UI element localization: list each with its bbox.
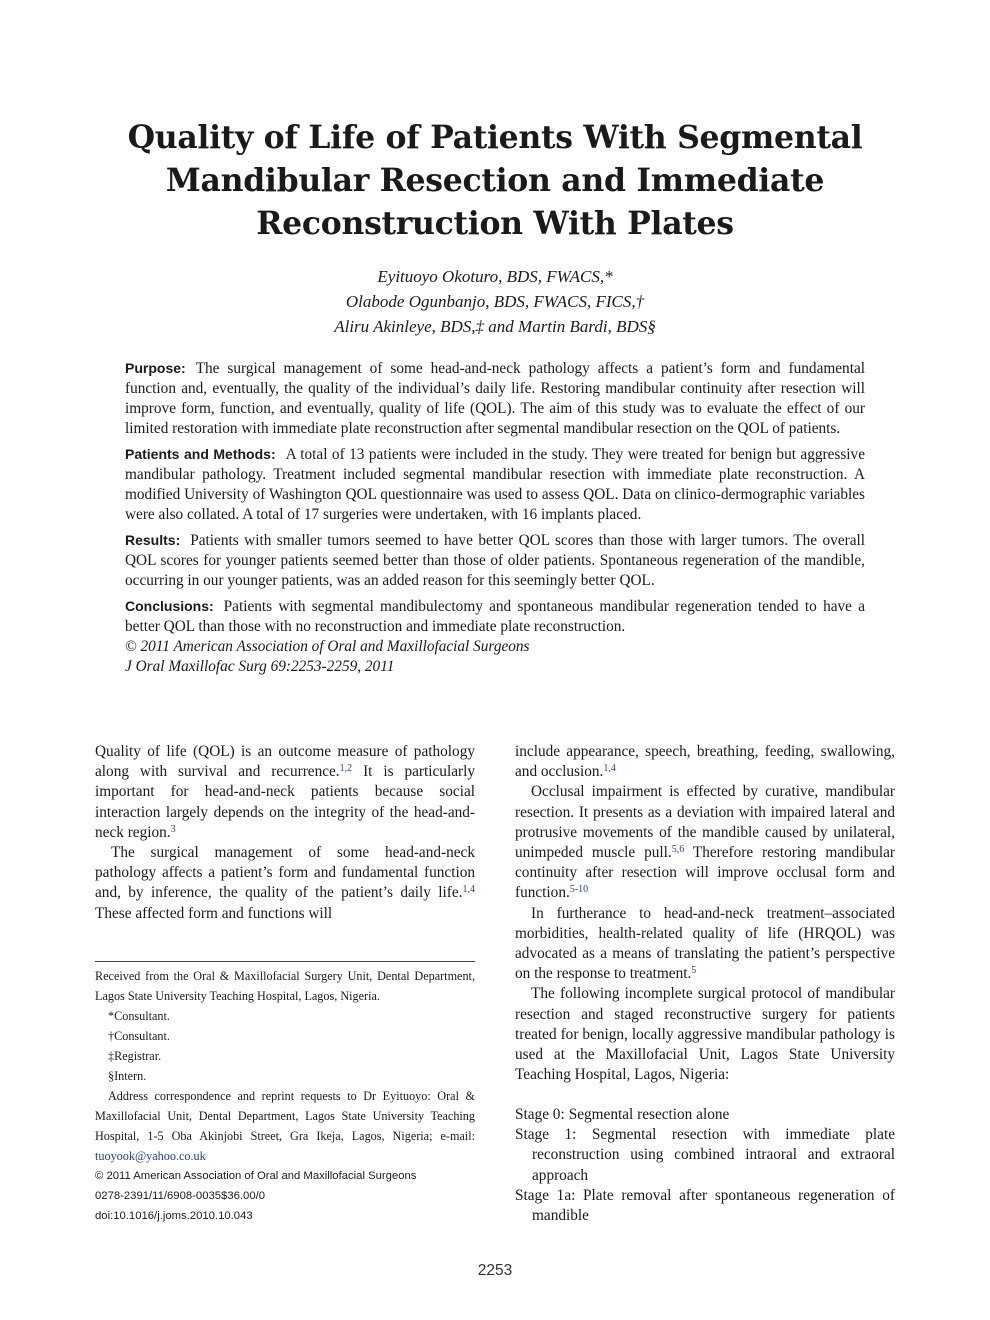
- body-paragraph: [515, 904, 895, 985]
- abstract-text: The surgical management of some head-and-neck pathology affects a patient’s form and fundamental function and, eventually, the quality of the individual’s daily life. Restoring mandibular continuity after resection will improve form, function, and eventually, quality of life (QOL). The aim of this study was to evaluate the effect of our limited restoration with immediate plate reconstruction after segmental mandibular resection on the QOL of patients.: [125, 360, 865, 437]
- title-line: Quality of Life of Patients With Segmental: [127, 119, 863, 156]
- footnote-affiliation: §Intern.: [108, 1069, 147, 1083]
- stage-label: Stage 1:: [515, 1126, 577, 1144]
- reference-link[interactable]: 3: [170, 823, 176, 835]
- body-text: Occlusal impairment is effected by curative, mandibular resection. It presents as a deviation with impaired lateral and protrusive movements of the mandible caused by unilateral, unimpeded muscle pull.: [515, 783, 895, 862]
- page-number: 2253: [477, 1262, 513, 1279]
- reference-link[interactable]: 5: [691, 965, 697, 977]
- stage-label: Stage 1a:: [515, 1186, 576, 1204]
- stage-item: [515, 1105, 895, 1125]
- stage-item: [515, 1186, 895, 1226]
- abstract-results: [125, 530, 865, 591]
- author-list: [95, 264, 895, 339]
- reference-link[interactable]: 5-10: [569, 884, 589, 896]
- abstract-heading: Results:: [125, 532, 181, 548]
- abstract-heading: Purpose:: [125, 360, 186, 376]
- body-text: It is particularly important for head-and-neck patients because social interaction largely depends on the integrity of the head-and-neck region.: [95, 763, 475, 841]
- body-paragraph: [515, 782, 895, 903]
- abstract-text: A total of 13 patients were included in the study. They were treated for benign but aggressive mandibular pathology. Treatment included segmental mandibular resection with immediate plate reconstruction. A modified University of Washington QOL questionnaire was used to assess QOL. Data on clinico-dermographic variables were also collated. A total of 17 surgeries were undertaken, with 16 implants placed.: [125, 446, 865, 523]
- body-text: Therefore restoring mandibular continuity after resection will improve occlusal form and function.: [515, 844, 895, 902]
- footnotes: [95, 966, 475, 1226]
- footnote-affiliation: *Consultant.: [108, 1009, 170, 1023]
- footnote-received: Received from the Oral & Maxillofacial Surgery Unit, Dental Department, Lagos State University Teaching Hospital, Lagos, Nigeria.: [95, 969, 475, 1003]
- stage-text: Segmental resection with immediate plate reconstruction using combined intraoral and extraoral approach: [532, 1126, 895, 1184]
- body-text: Quality of life (QOL) is an outcome measure of pathology along with survival and recurrence.: [95, 743, 475, 781]
- abstract: [125, 358, 865, 677]
- stage-list: [515, 1105, 895, 1226]
- address-text: Address correspondence and reprint requests to Dr Eyituoyo: Oral & Maxillofacial Unit, Dental Department, Lagos State University Teaching Hospital, 1-5 Oba Akinjobi Street, Gra Ikeja, Lagos, Nigeria; e-mail:: [95, 1089, 475, 1143]
- body-paragraph: [95, 843, 475, 924]
- abstract-heading: Conclusions:: [125, 598, 214, 614]
- title-line: Reconstruction With Plates: [256, 205, 734, 242]
- footnote-doi[interactable]: doi:10.1016/j.joms.2010.10.043: [95, 1210, 253, 1222]
- body-text: These affected form and functions will: [95, 904, 333, 922]
- title-line: Mandibular Resection and Immediate: [165, 162, 825, 199]
- stage-item: [515, 1125, 895, 1186]
- right-column: [515, 742, 895, 1085]
- author: Aliru Akinleye, BDS,‡ and Martin Bardi, BDS§: [334, 317, 656, 336]
- abstract-methods: [125, 444, 865, 525]
- reference-link[interactable]: 5,6: [671, 844, 685, 856]
- stage-label: Stage 0:: [515, 1106, 565, 1123]
- footnote-issn: 0278-2391/11/6908-0035$36.00/0: [95, 1190, 266, 1202]
- article-title: [95, 116, 895, 245]
- body-text: The surgical management of some head-and-neck pathology affects a patient’s form and fundamental function and, by inference, the quality of the patient’s daily life.: [95, 844, 475, 902]
- body-text: In furtherance to head-and-neck treatment–associated morbidities, health-related quality of life (HRQOL) was advocated as a means of translating the patient’s perspective on the response to treatment.: [515, 904, 895, 983]
- body-text: include appearance, speech, breathing, feeding, swallowing, and occlusion.: [515, 743, 895, 781]
- abstract-text: Patients with segmental mandibulectomy and spontaneous mandibular regeneration tended to have a better QOL than those with no reconstruction and immediate plate reconstruction.: [125, 598, 865, 635]
- footnote-affiliation: ‡Registrar.: [108, 1049, 162, 1063]
- abstract-purpose: [125, 358, 865, 439]
- reference-link[interactable]: 1,2: [339, 763, 353, 775]
- body-paragraph: [95, 742, 475, 843]
- body-paragraph: The following incomplete surgical protocol of mandibular resection and staged reconstructive surgery for patients treated for benign, locally aggressive mandibular pathology is used at the Maxillofacial Unit, Lagos State University Teaching Hospital, Lagos, Nigeria:: [515, 985, 895, 1084]
- footnote-copyright: © 2011 American Association of Oral and Maxillofacial Surgeons: [95, 1170, 417, 1182]
- reference-link[interactable]: 1,4: [603, 763, 616, 775]
- footnote-affiliation: †Consultant.: [108, 1029, 170, 1043]
- left-column: [95, 742, 475, 924]
- footnote-address: [95, 1086, 475, 1166]
- abstract-text: Patients with smaller tumors seemed to have better QOL scores than those with larger tumors. The overall QOL scores for younger patients seemed better than those of older patients. Spontaneous regeneration of the mandible, occurring in our younger patients, was an added reason for this seemingly better QOL.: [125, 532, 865, 589]
- abstract-heading: Patients and Methods:: [125, 446, 276, 462]
- stage-text: Plate removal after spontaneous regeneration of mandible: [532, 1186, 895, 1225]
- stage-text: Segmental resection alone: [568, 1106, 730, 1123]
- abstract-journal-citation: J Oral Maxillofac Surg 69:2253-2259, 2011: [125, 658, 395, 675]
- author: Olabode Ogunbanjo, BDS, FWACS, FICS,†: [345, 292, 645, 311]
- abstract-copyright: © 2011 American Association of Oral and Maxillofacial Surgeons: [125, 638, 530, 655]
- footnote-divider: [95, 961, 475, 962]
- abstract-conclusions: [125, 596, 865, 637]
- body-paragraph: [515, 742, 895, 782]
- author: Eyituoyo Okoturo, BDS, FWACS,*: [377, 267, 613, 286]
- reference-link[interactable]: 1,4: [462, 884, 475, 896]
- email-link[interactable]: tuoyook@yahoo.co.uk: [95, 1149, 206, 1163]
